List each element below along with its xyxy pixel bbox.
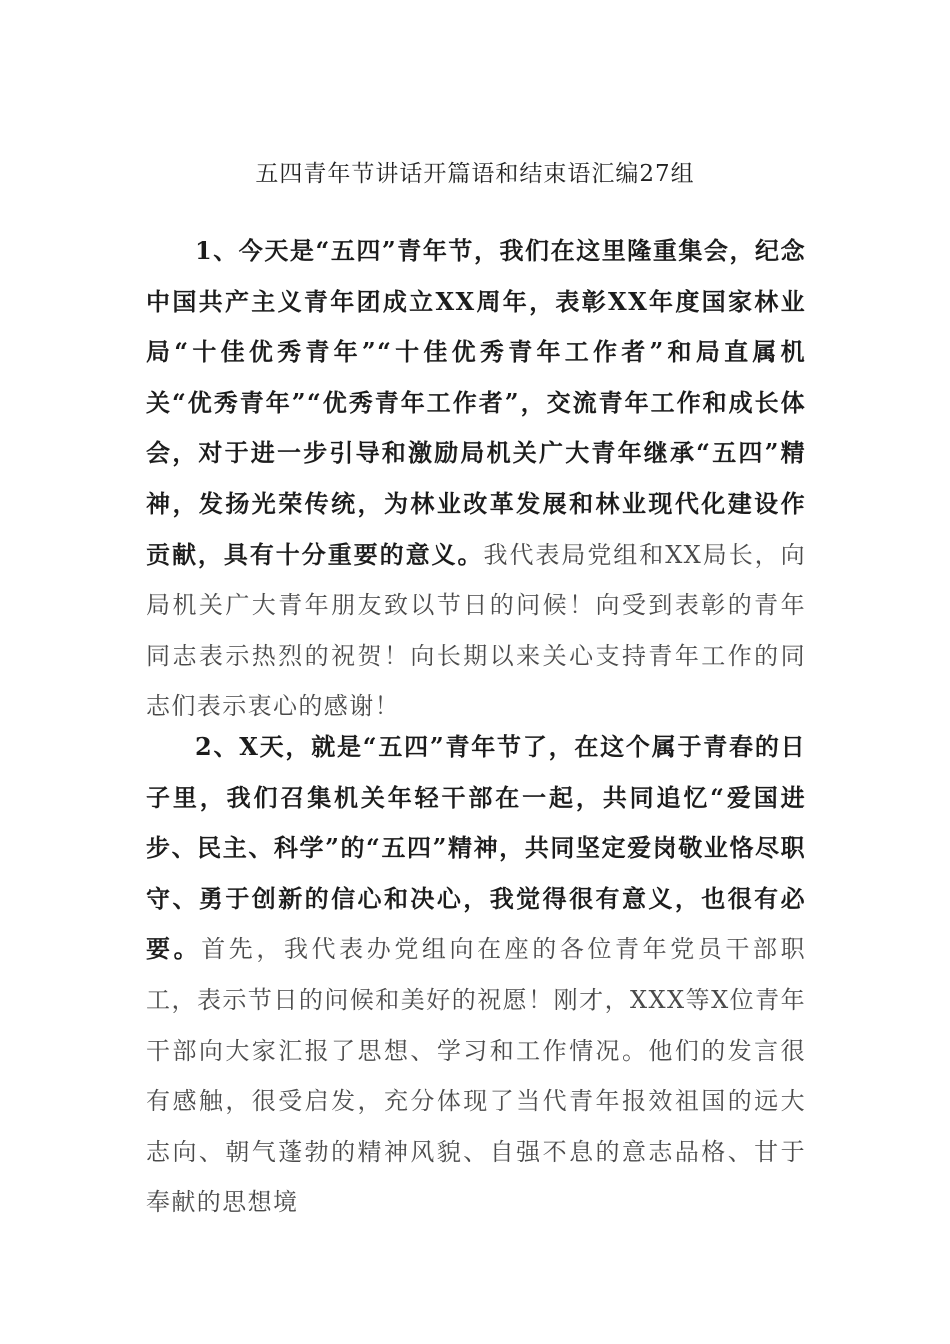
paragraph-2-normal-text: 首先，我代表办党组向在座的各位青年党员干部职工，表示节日的问候和美好的祝愿！刚才，XXX等X位青年干部向大家汇报了思想、学习和工作情况。他们的发言很有感触，很受启发，充分体现了当代青年报效祖国的远大志向、朝气蓬勃的精神风貌、自强不息的意志品格、甘于奉献的思想境	[146, 935, 806, 1217]
document-title: 五四青年节讲话开篇语和结束语汇编27组	[255, 161, 695, 187]
paragraph-1-normal-text: 我代表局党组和XX局长，向局机关广大青年朋友致以节日的问候！向受到表彰的青年同志表示热烈的祝贺！向长期以来关心支持青年工作的同志们表示衷心的感谢！	[146, 540, 807, 721]
paragraph-1	[146, 226, 806, 732]
paragraph-2	[146, 722, 806, 1228]
paragraph-2-bold-text: 2、X天，就是“五四”青年节了，在这个属于青春的日子里，我们召集机关年轻干部在一起，共同追忆“爱国进步、民主、科学”的“五四”精神，共同坚定爱岗敬业恪尽职守、勇于创新的信心和决心，我觉得很有意义，也很有必要。	[146, 732, 806, 964]
paragraph-1-text	[146, 226, 806, 732]
paragraph-1-bold-text: 1、今天是“五四”青年节，我们在这里隆重集会，纪念中国共产主义青年团成立XX周年，表彰XX年度国家林业局“十佳优秀青年”“十佳优秀青年工作者”和局直属机关“优秀青年”“优秀青年工作者”，交流青年工作和成长体会，对于进一步引导和激励局机关广大青年继承“五四”精神，发扬光荣传统，为林业改革发展和林业现代化建设作贡献，具有十分重要的意义。	[146, 236, 806, 569]
paragraph-2-text	[146, 722, 806, 1228]
